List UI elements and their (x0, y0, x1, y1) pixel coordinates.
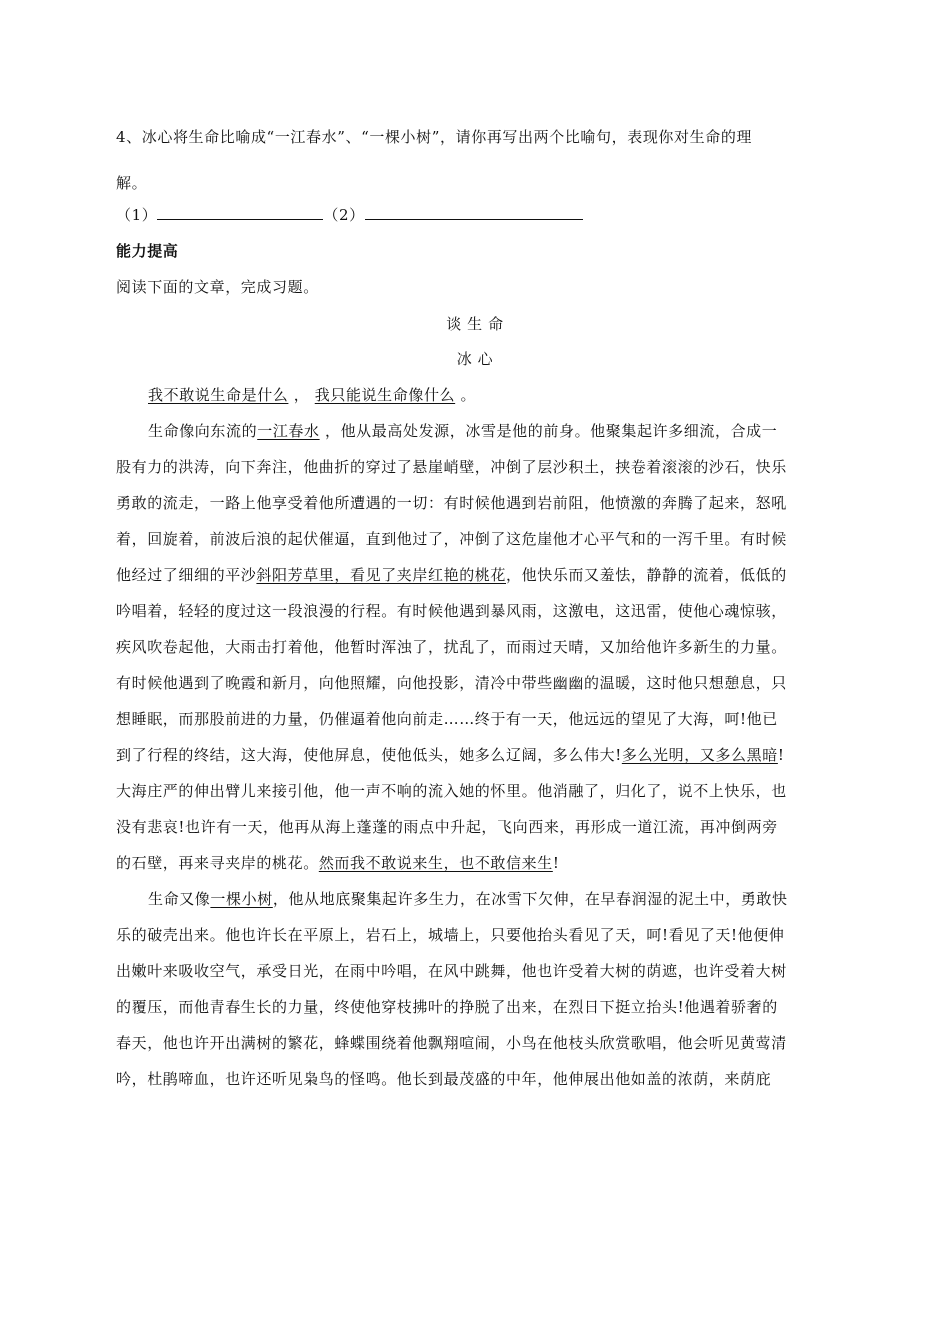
paragraph-2-line: 的覆压，而他青春生长的力量，终使他穿枝拂叶的挣脱了出来，在烈日下挺立抬头!他遇着骄奢的 (116, 998, 778, 1016)
underlined-phrase: 斜阳芳草里，看见了夹岸红艳的桃花 (256, 566, 507, 584)
answer-blanks-row (116, 204, 838, 226)
paragraph-1-line: 着，回旋着，前波后浪的起伏催逼，直到他过了，冲倒了这危崖他才心平气和的一泻千里。有时候 (116, 530, 787, 548)
question-4-text-cont: 解。 (116, 174, 148, 192)
question-4-text: 4、冰心将生命比喻成“一江春水”、“一棵小树”，请你再写出两个比喻句，表现你对生命的理 (116, 128, 753, 146)
paragraph-1-line: 到了行程的终结，这大海，使他屏息，使他低头，她多么辽阔，多么伟大!多么光明，又多么黑暗! (116, 746, 785, 764)
paragraph-1-line: 股有力的洪涛，向下奔注，他曲折的穿过了悬崖峭壁，冲倒了层沙积土，挟卷着滚滚的沙石，快乐 (116, 458, 787, 476)
paragraph-1-line: 勇敢的流走，一路上他享受着他所遭遇的一切：有时候他遇到岩前阻，他愤激的奔腾了起来，怒吼 (116, 494, 787, 512)
paragraph-2-line: 吟，杜鹃啼血，也许还听见枭鸟的怪鸣。他长到最茂盛的中年，他伸展出他如盖的浓荫，来荫庇 (116, 1070, 772, 1088)
underlined-phrase: 然而我不敢说来生，也不敢信来生 (318, 854, 553, 872)
paragraph-1-line: 的石壁，再来寻夹岸的桃花。然而我不敢说来生，也不敢信来生! (116, 854, 560, 872)
paragraph-1-line: 生命像向东流的一江春水 ，他从最高处发源，冰雪是他的前身。他聚集起许多细流，合成一 (148, 422, 778, 440)
paragraph-intro: 我不敢说生命是什么 ， 我只能说生命像什么 。 (148, 386, 477, 404)
paragraph-1-line: 吟唱着，轻轻的度过这一段浪漫的行程。有时候他遇到暴风雨，这激电，这迅雷，使他心魂惊骇， (116, 602, 787, 620)
paragraph-1-line: 疾风吹卷起他，大雨击打着他，他暂时浑浊了，扰乱了，而雨过天晴，又加给他许多新生的力量。 (116, 638, 787, 656)
answer-blank-1[interactable] (157, 204, 323, 220)
answer-label-2: （2） (323, 206, 365, 224)
paragraph-1-line: 没有悲哀!也许有一天，他再从海上蓬蓬的雨点中升起，飞向西来，再形成一道江流，再冲倒两旁 (116, 818, 778, 836)
paragraph-1-line: 大海庄严的伸出臂儿来接引他，他一声不响的流入她的怀里。他消融了，归化了，说不上快乐，也 (116, 782, 787, 800)
underlined-phrase: 多么光明，又多么黑暗 (621, 746, 778, 764)
reading-instruction: 阅读下面的文章，完成习题。 (116, 278, 319, 296)
paragraph-1-line: 有时候他遇到了晚霞和新月，向他照耀，向他投影，清冷中带些幽幽的温暖，这时他只想憩息，只 (116, 674, 787, 692)
article-title: 谈 生 命 (446, 315, 504, 333)
underlined-phrase: 我不敢说生命是什么 (148, 386, 289, 404)
underlined-phrase: 我只能说生命像什么 (314, 386, 456, 404)
underlined-phrase: 一江春水 (257, 422, 320, 440)
underlined-phrase: 一棵小树 (210, 890, 273, 908)
paragraph-2-line: 生命又像一棵小树，他从地底聚集起许多生力，在冰雪下欠伸，在早春润湿的泥土中，勇敢快 (148, 890, 788, 908)
section-title: 能力提高 (116, 242, 179, 260)
paragraph-2-line: 出嫩叶来吸收空气，承受日光，在雨中吟唱，在风中跳舞，他也许受着大树的荫遮，也许受着大树 (116, 962, 787, 980)
answer-blank-2[interactable] (365, 204, 583, 220)
article-author: 冰 心 (456, 350, 494, 368)
paragraph-2-line: 乐的破壳出来。他也许长在平原上，岩石上，城墙上，只要他抬头看见了天，呵!看见了天!他便伸 (116, 926, 785, 944)
answer-label-1: （1） (116, 206, 158, 224)
paragraph-1-line: 想睡眠，而那股前进的力量，仍催逼着他向前走……终于有一天，他远远的望见了大海，呵!他已 (116, 710, 778, 728)
paragraph-2-line: 春天，他也许开出满树的繁花，蜂蝶围绕着他飘翔喧闹，小鸟在他枝头欣赏歌唱，他会听见黄莺清 (116, 1034, 787, 1052)
paragraph-1-line: 他经过了细细的平沙斜阳芳草里，看见了夹岸红艳的桃花，他快乐而又羞怯，静静的流着，低低的 (116, 566, 787, 584)
